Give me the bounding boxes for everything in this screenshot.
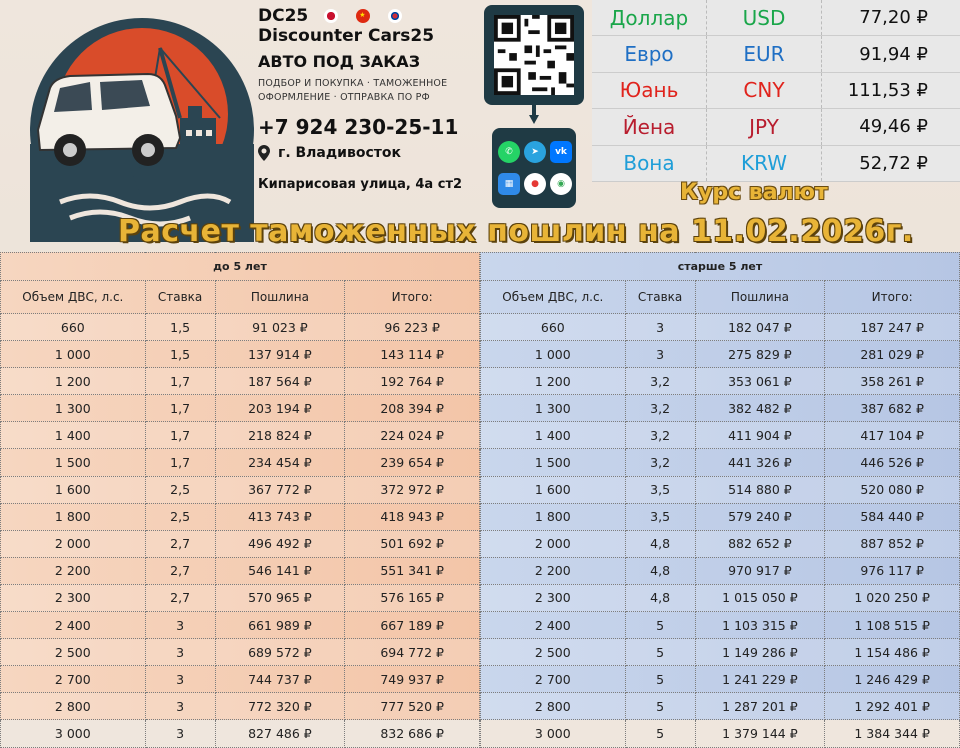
currency-name: Доллар bbox=[592, 0, 707, 35]
total-cell: 832 686 ₽ bbox=[345, 720, 480, 747]
total-cell: 417 104 ₽ bbox=[825, 422, 960, 449]
table-row bbox=[481, 530, 960, 557]
table-row bbox=[481, 449, 960, 476]
engine-volume-cell: 2 800 bbox=[481, 693, 626, 720]
table-row bbox=[481, 612, 960, 639]
table-row bbox=[1, 720, 480, 747]
duty-cell: 1 149 286 ₽ bbox=[695, 639, 825, 666]
engine-volume-cell: 1 500 bbox=[481, 449, 626, 476]
table-row bbox=[1, 612, 480, 639]
total-cell: 749 937 ₽ bbox=[345, 666, 480, 693]
duty-cell: 579 240 ₽ bbox=[695, 503, 825, 530]
duty-cell: 353 061 ₽ bbox=[695, 368, 825, 395]
duty-cell: 1 379 144 ₽ bbox=[695, 720, 825, 747]
engine-volume-cell: 2 000 bbox=[1, 530, 146, 557]
duty-cell: 441 326 ₽ bbox=[695, 449, 825, 476]
rate-cell: 5 bbox=[625, 639, 695, 666]
total-cell: 281 029 ₽ bbox=[825, 341, 960, 368]
duty-cell: 1 287 201 ₽ bbox=[695, 693, 825, 720]
currency-code: JPY bbox=[707, 109, 822, 144]
total-cell: 143 114 ₽ bbox=[345, 341, 480, 368]
company-logo bbox=[30, 18, 254, 242]
table-row bbox=[1, 584, 480, 611]
total-cell: 976 117 ₽ bbox=[825, 557, 960, 584]
rate-cell: 2,5 bbox=[145, 476, 215, 503]
currency-name: Евро bbox=[592, 36, 707, 71]
table-row bbox=[1, 422, 480, 449]
rate-cell: 2,7 bbox=[145, 530, 215, 557]
engine-volume-cell: 2 400 bbox=[1, 612, 146, 639]
rate-cell: 4,8 bbox=[625, 557, 695, 584]
table-row bbox=[481, 720, 960, 747]
table-row bbox=[481, 693, 960, 720]
engine-volume-cell: 1 400 bbox=[1, 422, 146, 449]
total-cell: 224 024 ₽ bbox=[345, 422, 480, 449]
total-cell: 192 764 ₽ bbox=[345, 368, 480, 395]
column-header: Объем ДВС, л.с. bbox=[481, 281, 626, 314]
currency-value: 49,46 ₽ bbox=[859, 116, 928, 138]
table-row bbox=[481, 666, 960, 693]
table-row bbox=[1, 666, 480, 693]
currency-row bbox=[592, 73, 960, 109]
currency-value: 52,72 ₽ bbox=[859, 152, 928, 174]
engine-volume-cell: 1 000 bbox=[1, 341, 146, 368]
rate-cell: 2,5 bbox=[145, 503, 215, 530]
total-cell: 584 440 ₽ bbox=[825, 503, 960, 530]
rate-cell: 1,7 bbox=[145, 449, 215, 476]
rate-cell: 1,5 bbox=[145, 314, 215, 341]
engine-volume-cell: 660 bbox=[481, 314, 626, 341]
qr-code[interactable] bbox=[484, 5, 584, 105]
currency-caption: Курс валют bbox=[680, 180, 828, 205]
rate-cell: 1,5 bbox=[145, 341, 215, 368]
currency-code: USD bbox=[707, 0, 822, 35]
china-flag-icon: ★ bbox=[356, 9, 370, 23]
maps-icon[interactable]: ▦ bbox=[498, 173, 520, 195]
whatsapp-icon[interactable]: ✆ bbox=[498, 141, 520, 163]
total-cell: 96 223 ₽ bbox=[345, 314, 480, 341]
table-row bbox=[481, 584, 960, 611]
duty-cell: 689 572 ₽ bbox=[215, 639, 345, 666]
engine-volume-cell: 1 500 bbox=[1, 449, 146, 476]
column-header: Пошлина bbox=[695, 281, 825, 314]
engine-volume-cell: 2 800 bbox=[1, 693, 146, 720]
duty-cell: 187 564 ₽ bbox=[215, 368, 345, 395]
currency-value: 111,53 ₽ bbox=[847, 79, 928, 101]
duty-cell: 546 141 ₽ bbox=[215, 557, 345, 584]
rate-cell: 3 bbox=[145, 612, 215, 639]
rate-cell: 5 bbox=[625, 666, 695, 693]
table-row bbox=[1, 639, 480, 666]
duty-tables bbox=[0, 252, 960, 741]
total-cell: 387 682 ₽ bbox=[825, 395, 960, 422]
column-header: Итого: bbox=[825, 281, 960, 314]
engine-volume-cell: 2 700 bbox=[481, 666, 626, 693]
brand-short-name: DC25 bbox=[258, 6, 309, 26]
duty-cell: 496 492 ₽ bbox=[215, 530, 345, 557]
rate-cell: 5 bbox=[625, 612, 695, 639]
duty-cell: 744 737 ₽ bbox=[215, 666, 345, 693]
duty-cell: 182 047 ₽ bbox=[695, 314, 825, 341]
duty-cell: 970 917 ₽ bbox=[695, 557, 825, 584]
total-cell: 551 341 ₽ bbox=[345, 557, 480, 584]
engine-volume-cell: 1 800 bbox=[481, 503, 626, 530]
rate-cell: 3 bbox=[625, 341, 695, 368]
table-under-5-years bbox=[0, 252, 480, 741]
rate-cell: 2,7 bbox=[145, 584, 215, 611]
total-cell: 501 692 ₽ bbox=[345, 530, 480, 557]
engine-volume-cell: 1 600 bbox=[1, 476, 146, 503]
rate-cell: 3,2 bbox=[625, 449, 695, 476]
engine-volume-cell: 2 400 bbox=[481, 612, 626, 639]
location-pin-icon bbox=[258, 145, 270, 161]
engine-volume-cell: 1 200 bbox=[481, 368, 626, 395]
engine-volume-cell: 2 200 bbox=[481, 557, 626, 584]
rate-cell: 3,5 bbox=[625, 476, 695, 503]
engine-volume-cell: 2 500 bbox=[481, 639, 626, 666]
column-header: Итого: bbox=[345, 281, 480, 314]
table-row bbox=[1, 368, 480, 395]
total-cell: 887 852 ₽ bbox=[825, 530, 960, 557]
engine-volume-cell: 660 bbox=[1, 314, 146, 341]
currency-value: 77,20 ₽ bbox=[859, 7, 928, 29]
engine-volume-cell: 1 200 bbox=[1, 368, 146, 395]
duty-cell: 661 989 ₽ bbox=[215, 612, 345, 639]
column-header: Ставка bbox=[625, 281, 695, 314]
table-row bbox=[481, 557, 960, 584]
brand-full-name: Discounter Cars25 bbox=[258, 26, 435, 46]
city-text: г. Владивосток bbox=[278, 145, 402, 161]
brand-block bbox=[258, 6, 488, 192]
total-cell: 358 261 ₽ bbox=[825, 368, 960, 395]
duty-cell: 91 023 ₽ bbox=[215, 314, 345, 341]
total-cell: 777 520 ₽ bbox=[345, 693, 480, 720]
table-row bbox=[1, 693, 480, 720]
table-row bbox=[481, 341, 960, 368]
currency-value: 91,94 ₽ bbox=[859, 43, 928, 65]
table-row bbox=[1, 557, 480, 584]
total-cell: 372 972 ₽ bbox=[345, 476, 480, 503]
qr-code-icon bbox=[494, 15, 574, 95]
currency-code: KRW bbox=[707, 146, 822, 181]
messenger-apps-panel bbox=[492, 128, 576, 208]
total-cell: 1 154 486 ₽ bbox=[825, 639, 960, 666]
currency-row bbox=[592, 0, 960, 36]
engine-volume-cell: 2 000 bbox=[481, 530, 626, 557]
duty-cell: 413 743 ₽ bbox=[215, 503, 345, 530]
rate-cell: 5 bbox=[625, 693, 695, 720]
korea-flag-icon bbox=[388, 9, 402, 23]
rate-cell: 3 bbox=[625, 314, 695, 341]
total-cell: 520 080 ₽ bbox=[825, 476, 960, 503]
total-cell: 1 108 515 ₽ bbox=[825, 612, 960, 639]
currency-name: Юань bbox=[592, 73, 707, 108]
engine-volume-cell: 2 500 bbox=[1, 639, 146, 666]
rate-cell: 3,5 bbox=[625, 503, 695, 530]
duty-cell: 1 241 229 ₽ bbox=[695, 666, 825, 693]
engine-volume-cell: 1 000 bbox=[481, 341, 626, 368]
engine-volume-cell: 1 300 bbox=[481, 395, 626, 422]
duty-cell: 234 454 ₽ bbox=[215, 449, 345, 476]
rate-cell: 3 bbox=[145, 639, 215, 666]
table-row bbox=[1, 341, 480, 368]
table-over-5-years bbox=[480, 252, 960, 741]
column-header: Пошлина bbox=[215, 281, 345, 314]
duty-cell: 1 103 315 ₽ bbox=[695, 612, 825, 639]
rate-cell: 1,7 bbox=[145, 422, 215, 449]
total-cell: 446 526 ₽ bbox=[825, 449, 960, 476]
address-text: Кипарисовая улица, 4а ст2 bbox=[258, 177, 463, 192]
rate-cell: 4,8 bbox=[625, 530, 695, 557]
duty-cell: 137 914 ₽ bbox=[215, 341, 345, 368]
city-row bbox=[258, 145, 488, 161]
group-header: до 5 лет bbox=[1, 253, 480, 281]
engine-volume-cell: 1 400 bbox=[481, 422, 626, 449]
rate-cell: 3 bbox=[145, 666, 215, 693]
telegram-icon[interactable]: ➤ bbox=[524, 141, 546, 163]
rate-cell: 3 bbox=[145, 693, 215, 720]
engine-volume-cell: 2 700 bbox=[1, 666, 146, 693]
total-cell: 667 189 ₽ bbox=[345, 612, 480, 639]
engine-volume-cell: 1 300 bbox=[1, 395, 146, 422]
flags-row bbox=[324, 9, 402, 23]
rate-cell: 3,2 bbox=[625, 395, 695, 422]
engine-volume-cell: 2 200 bbox=[1, 557, 146, 584]
rate-cell: 4,8 bbox=[625, 584, 695, 611]
table-row bbox=[1, 530, 480, 557]
engine-volume-cell: 2 300 bbox=[481, 584, 626, 611]
table-row bbox=[481, 476, 960, 503]
total-cell: 418 943 ₽ bbox=[345, 503, 480, 530]
duty-cell: 772 320 ₽ bbox=[215, 693, 345, 720]
duty-cell: 367 772 ₽ bbox=[215, 476, 345, 503]
duty-cell: 411 904 ₽ bbox=[695, 422, 825, 449]
duty-cell: 570 965 ₽ bbox=[215, 584, 345, 611]
rate-cell: 2,7 bbox=[145, 557, 215, 584]
engine-volume-cell: 1 600 bbox=[481, 476, 626, 503]
currency-code: CNY bbox=[707, 73, 822, 108]
currency-table bbox=[592, 0, 960, 182]
table-row bbox=[481, 503, 960, 530]
google-maps-icon[interactable]: ◉ bbox=[550, 173, 572, 195]
duty-cell: 218 824 ₽ bbox=[215, 422, 345, 449]
table-row bbox=[481, 422, 960, 449]
rate-cell: 3,2 bbox=[625, 368, 695, 395]
duty-cell: 514 880 ₽ bbox=[695, 476, 825, 503]
engine-volume-cell: 3 000 bbox=[1, 720, 146, 747]
services-line-1: ПОДБОР И ПОКУПКА · ТАМОЖЕННОЕ bbox=[258, 78, 448, 89]
location-icon[interactable]: ● bbox=[524, 173, 546, 195]
engine-volume-cell: 2 300 bbox=[1, 584, 146, 611]
rate-cell: 5 bbox=[625, 720, 695, 747]
total-cell: 1 384 344 ₽ bbox=[825, 720, 960, 747]
vk-icon[interactable]: vk bbox=[550, 141, 572, 163]
engine-volume-cell: 3 000 bbox=[481, 720, 626, 747]
duty-cell: 882 652 ₽ bbox=[695, 530, 825, 557]
total-cell: 1 020 250 ₽ bbox=[825, 584, 960, 611]
arrow-down-icon bbox=[529, 104, 539, 124]
currency-row bbox=[592, 146, 960, 182]
total-cell: 1 246 429 ₽ bbox=[825, 666, 960, 693]
currency-name: Вона bbox=[592, 146, 707, 181]
engine-volume-cell: 1 800 bbox=[1, 503, 146, 530]
duty-cell: 827 486 ₽ bbox=[215, 720, 345, 747]
currency-code: EUR bbox=[707, 36, 822, 71]
currency-row bbox=[592, 109, 960, 145]
currency-name: Йена bbox=[592, 109, 707, 144]
table-row bbox=[1, 314, 480, 341]
rate-cell: 3,2 bbox=[625, 422, 695, 449]
phone-number[interactable]: +7 924 230-25-11 bbox=[258, 115, 459, 139]
total-cell: 208 394 ₽ bbox=[345, 395, 480, 422]
rate-cell: 1,7 bbox=[145, 368, 215, 395]
total-cell: 239 654 ₽ bbox=[345, 449, 480, 476]
duty-cell: 203 194 ₽ bbox=[215, 395, 345, 422]
column-header: Объем ДВС, л.с. bbox=[1, 281, 146, 314]
total-cell: 1 292 401 ₽ bbox=[825, 693, 960, 720]
group-header: старше 5 лет bbox=[481, 253, 960, 281]
table-row bbox=[481, 368, 960, 395]
header bbox=[0, 0, 960, 252]
table-row bbox=[481, 395, 960, 422]
rate-cell: 3 bbox=[145, 720, 215, 747]
duty-cell: 382 482 ₽ bbox=[695, 395, 825, 422]
table-row bbox=[1, 395, 480, 422]
services-text bbox=[258, 77, 488, 105]
column-header: Ставка bbox=[145, 281, 215, 314]
table-row bbox=[1, 449, 480, 476]
brand-tagline: АВТО ПОД ЗАКАЗ bbox=[258, 52, 421, 71]
duty-cell: 275 829 ₽ bbox=[695, 341, 825, 368]
table-row bbox=[1, 476, 480, 503]
services-line-2: ОФОРМЛЕНИЕ · ОТПРАВКА ПО РФ bbox=[258, 92, 430, 103]
total-cell: 576 165 ₽ bbox=[345, 584, 480, 611]
table-row bbox=[481, 639, 960, 666]
page-title: Расчет таможенных пошлин на 11.02.2026г. bbox=[118, 214, 914, 249]
currency-row bbox=[592, 36, 960, 72]
rate-cell: 1,7 bbox=[145, 395, 215, 422]
total-cell: 694 772 ₽ bbox=[345, 639, 480, 666]
duty-cell: 1 015 050 ₽ bbox=[695, 584, 825, 611]
total-cell: 187 247 ₽ bbox=[825, 314, 960, 341]
table-row bbox=[481, 314, 960, 341]
table-row bbox=[1, 503, 480, 530]
japan-flag-icon bbox=[324, 9, 338, 23]
